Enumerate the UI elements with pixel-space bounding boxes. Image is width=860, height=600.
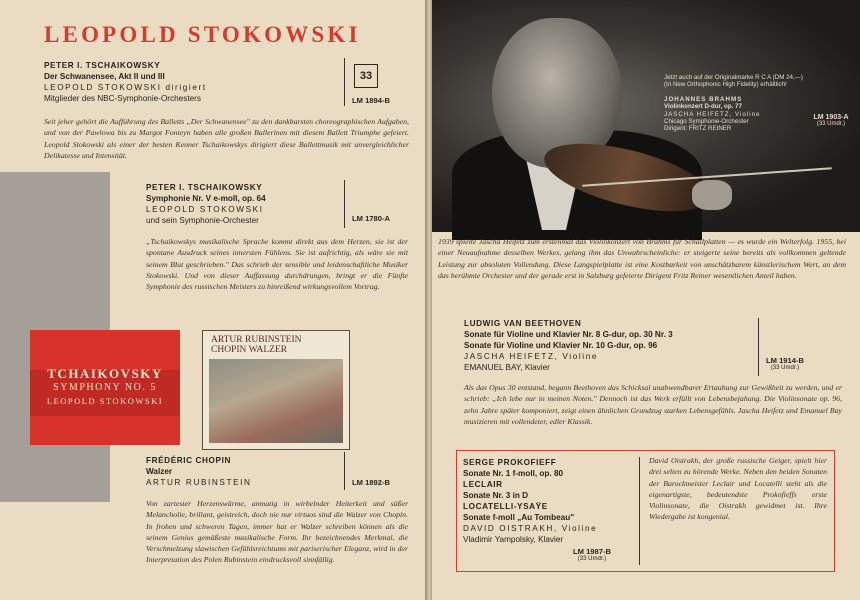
performer: JASCHA HEIFETZ, Violine	[464, 352, 599, 361]
availability-line: Jetzt auch auf der Originalmarke R C A (DM 24,—)	[664, 74, 803, 81]
composer-name: PETER I. TSCHAIKOWSKY	[146, 183, 263, 192]
heifetz-photo	[432, 0, 860, 232]
catalog-number: LM 1892-B	[352, 478, 390, 487]
divider-line	[344, 180, 345, 228]
work-title: Sonate Nr. 1 f-moll, op. 80	[463, 469, 564, 478]
work-title: Walzer	[146, 467, 173, 476]
photo-hand	[692, 180, 732, 210]
binding-gutter	[425, 0, 432, 600]
composer-name: PETER I. TSCHAIKOWSKY	[44, 61, 161, 70]
orchestra: Chicago Symphonie-Orchester	[664, 117, 749, 125]
performer: LEOPOLD STOKOWSKI dirigiert	[44, 83, 207, 92]
catalog-block	[766, 356, 804, 371]
photo-caption-catalog	[806, 114, 856, 129]
ensemble: und sein Symphonie-Orchester	[146, 216, 259, 225]
description-chopin: Von zartester Herzenswärme, anmutig in wirbelnder Heiterkeit und süßer Melancholie, brillant, geistreich, doch nie nur virtuos sind die Walzer von Chopin. In frohen und schweren Tagen, immer hat er Walzer schreiben können als die seinem Genius gemäßeste musikalische Form. Ihr bezeichnendes Merkmal, die Verschmelzung slawischen Gefühlsreichtums mit pariserischer Eleganz, wird in der Interpretation des Polen Rubinstein eindrucksvoll sinnfällig.	[146, 499, 408, 565]
rpm-badge: 33	[354, 64, 378, 88]
record-entry-beethoven	[464, 318, 754, 373]
album-cover-tchaikovsky	[30, 330, 180, 445]
work-title: Sonate für Violine und Klavier Nr. 8 G-dur, op. 30 Nr. 3	[464, 330, 673, 339]
oistrakh-box	[456, 450, 835, 572]
soloist: JASCHA HEIFETZ, Violine	[664, 110, 761, 118]
description-brahms: 1939 spielte Jascha Heifetz zum erstenmal das Violinkonzert von Brahms für Schallplatten — es wurde ein Welterfolg. 1955, bei einer Neuaufnahme desselben Werkes, gelang ihm das Unwahrscheinliche: er steigerte seine bereits als vollkommen geltende Leistung zur absoluten Vollendung. Diese Langspielplatte ist eine Kostbarkeit von unschätzbarem künstlerischem Wert, an dem das berühmte Orchester und der gerade erst in Salzburg gefeierte Dirigent Fritz Reiner wesentlichen Anteil haben.	[438, 237, 846, 280]
ensemble: Mitglieder des NBC-Symphonie-Orchesters	[44, 94, 201, 103]
catalog-block	[573, 547, 611, 562]
album-artist	[211, 335, 301, 355]
rpm-note: (33 Umdr.)	[816, 121, 846, 128]
record-entry-symphony-5	[146, 182, 346, 226]
record-entry-swan-lake	[44, 60, 344, 104]
album-artist-name: ARTUR RUBINSTEIN	[211, 335, 302, 345]
photo-caption-availability	[664, 74, 854, 89]
divider-line	[639, 457, 640, 565]
record-entry-oistrakh	[463, 457, 633, 545]
performer: LEOPOLD STOKOWSKI	[146, 205, 264, 214]
rpm-note: (33 Umdr.)	[577, 556, 607, 562]
divider-line	[344, 452, 345, 490]
composer-name: LOCATELLI-YSAŸE	[463, 502, 548, 511]
album-title: CHOPIN WALZER	[211, 345, 288, 355]
composer-name: LECLAIR	[463, 480, 503, 489]
cover-painting	[209, 359, 343, 443]
page-title: LEOPOLD STOKOWSKI	[44, 22, 361, 47]
work-title: Sonate f-moll „Au Tombeau"	[463, 513, 575, 522]
work-title: Sonate Nr. 3 in D	[463, 491, 529, 500]
composer-name: LUDWIG VAN BEETHOVEN	[464, 319, 582, 328]
work-title: Symphonie Nr. V e-moll, op. 64	[146, 194, 266, 203]
composer-name: FRÉDÉRIC CHOPIN	[146, 456, 231, 465]
album-title: TCHAIKOVSKY	[47, 366, 163, 381]
description-beethoven: Als das Opus 30 entstand, begann Beethoven das Schicksal unabwendbarer Ertaubung zur Gewißheit zu werden, und er schrieb: „Ich lebe nur in meinen Noten." Dennoch ist das Werk erfüllt von Lebensbejahung. Die Violinsonate op. 96, zehn Jahre später komponiert, zeigt einen ähnlichen Grundzug starken Lebensgefühls. Jascha Heifetz und Emanuel Bay musizieren mit vollendeter, edler Klassik.	[464, 383, 842, 426]
album-artist: LEOPOLD STOKOWSKI	[46, 396, 164, 406]
catalog-number: LM 1914-B	[766, 356, 804, 365]
catalog-number: LM 1987-B	[573, 547, 611, 556]
performer: Vladimir Yampolsky, Klavier	[463, 535, 564, 544]
description-symphony-5: „Tschaikowskys musikalische Sprache kommt direkt aus dem Herzen, sie ist der spontane Ausdruck seines innersten Fühlens. Sie ist aufrichtig, als wäre sie mit seinem Blut geschrieben." Das schrieb der sensible und leidenschaftliche Musiker Stokowski. Und von dieser Auffassung durchdrungen, bringt er die Fünfte Symphonie des russischen Meisters zu hinreißend wirkungsvollem Vortrag.	[146, 237, 408, 292]
conductor: Dirigent: FRITZ REINER	[664, 125, 732, 133]
performer: DAVID OISTRAKH, Violine	[463, 524, 598, 533]
catalog-number: LM 1903-A	[813, 114, 849, 121]
photo-caption-entry	[664, 96, 804, 132]
rpm-note: (33 Umdr.)	[770, 365, 800, 371]
album-cover-chopin	[202, 330, 350, 450]
record-entry-chopin	[146, 455, 346, 488]
performer: EMANUEL BAY, Klavier	[464, 363, 550, 372]
catalog-number: LM 1780-A	[352, 214, 390, 223]
work-title: Sonate für Violine und Klavier Nr. 10 G-dur, op. 96	[464, 341, 658, 350]
performer: ARTUR RUBINSTEIN	[146, 478, 252, 487]
divider-line	[344, 58, 345, 106]
description-oistrakh: David Oistrakh, der große russische Geiger, spielt hier drei selten zu hörende Werke. Neben den beiden Sonaten der Barockmeister Leclair und Locatelli steht als die eigenartigste, bedeutendste Prokofieffs erste Violinsonate, die Oistrakh gewidmet ist. Ihre Wiedergabe ist kongenial.	[649, 456, 827, 522]
left-page	[0, 0, 425, 600]
catalog-number: LM 1894-B	[352, 96, 390, 105]
availability-line: (In New Orthophonic High Fidelity) erhältlich!	[664, 81, 787, 89]
work-title: Der Schwanensee, Akt II und III	[44, 72, 165, 81]
divider-line	[758, 318, 759, 376]
album-subtitle: SYMPHONY NO. 5	[53, 382, 157, 393]
work-title: Violinkonzert D-dur, op. 77	[664, 103, 742, 111]
composer-name: SERGE PROKOFIEFF	[463, 458, 557, 467]
composer-name: JOHANNES BRAHMS	[664, 96, 743, 103]
description-swan-lake: Seit jeher gehört die Aufführung des Balletts „Der Schwanensee" zu den dankbarsten choreographischen Aufgaben, und von der Pawlowa bis zu Margot Fonteyn haben alle großen Ballerinen mit diesem Ballett Triumphe gefeiert. Leopold Stokowski als einer der besten Kenner Tschaikowskys dirigiert diese Ballettmusik mit unvergleichlicher Delikatesse und Intensität.	[44, 117, 409, 160]
